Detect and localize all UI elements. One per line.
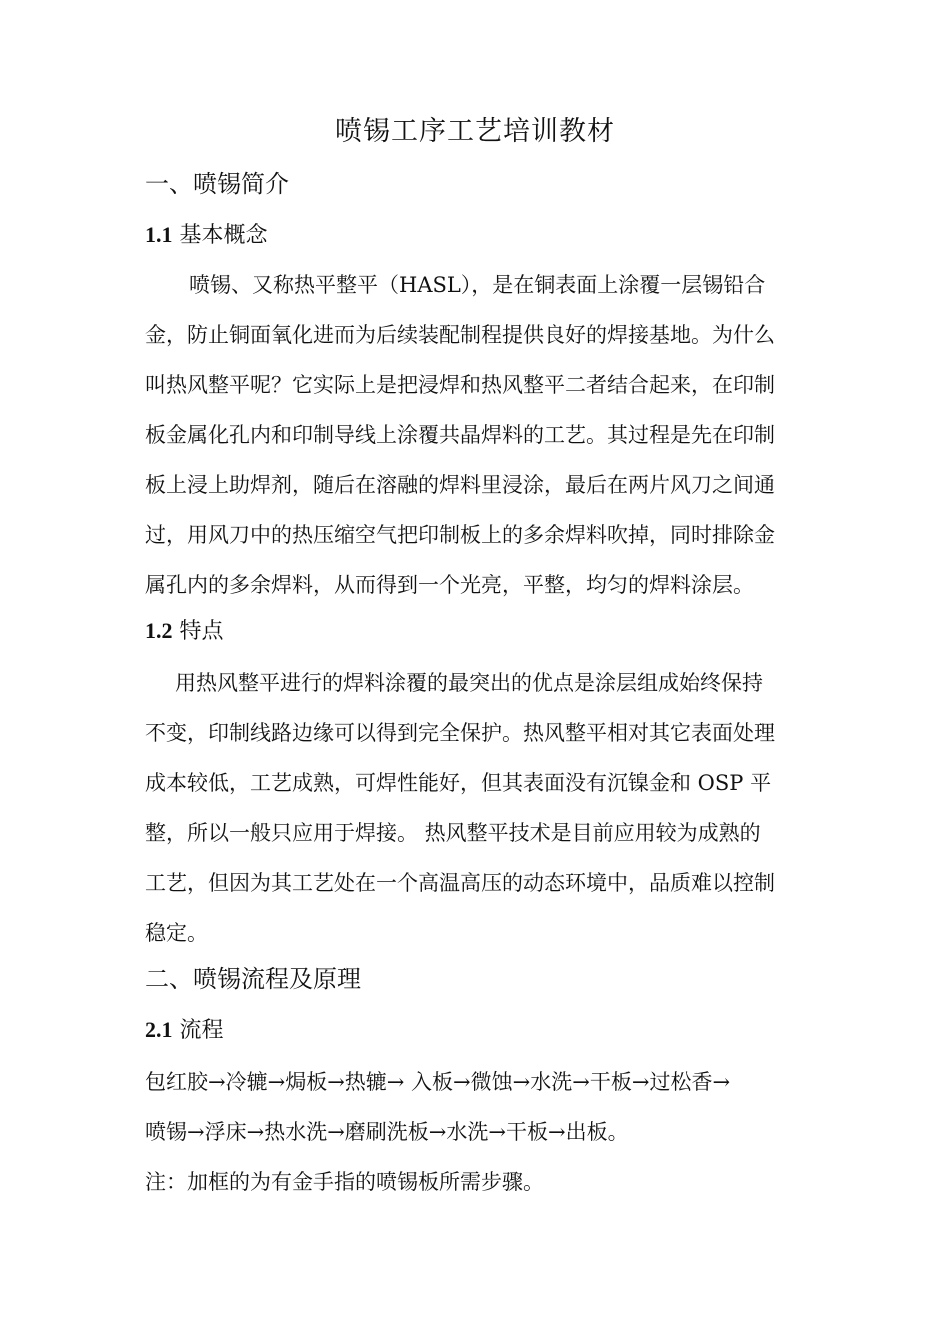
- section-1-heading: 一、喷锡简介: [145, 170, 289, 198]
- paragraph-line: 整，所以一般只应用于焊接。 热风整平技术是目前应用较为成熟的: [145, 821, 761, 845]
- paragraph-line: 稳定。: [145, 921, 208, 945]
- subsection-1-1-heading: [145, 218, 268, 253]
- paragraph-basic-concept: [145, 260, 807, 610]
- subsection-2-1-number: 2.1: [145, 1017, 173, 1042]
- paragraph-line: 属孔内的多余焊料，从而得到一个光亮，平整，均匀的焊料涂层。: [145, 573, 754, 597]
- subsection-1-2-number: 1.2: [145, 618, 173, 643]
- paragraph-line: 板上浸上助焊剂，随后在溶融的焊料里浸涂，最后在两片风刀之间通: [145, 473, 775, 497]
- subsection-1-1-number: 1.1: [145, 222, 173, 247]
- paragraph-line: 不变，印制线路边缘可以得到完全保护。热风整平相对其它表面处理: [145, 721, 775, 745]
- paragraph-line: 包红胶→冷辘→焗板→热辘→ 入板→微蚀→水洗→干板→过松香→: [145, 1070, 731, 1094]
- paragraph-line: 工艺，但因为其工艺处在一个高温高压的动态环境中，品质难以控制: [145, 871, 775, 895]
- paragraph-process-flow: [145, 1057, 807, 1207]
- paragraph-line: 喷锡、又称热平整平（HASL），是在铜表面上涂覆一层锡铅合: [189, 273, 766, 297]
- paragraph-features: [145, 658, 807, 958]
- subsection-1-2-label: 特点: [179, 619, 224, 644]
- paragraph-line: 用热风整平进行的焊料涂覆的最突出的优点是涂层组成始终保持: [175, 671, 763, 695]
- subsection-1-2-heading: [145, 614, 224, 649]
- subsection-2-1-heading: [145, 1013, 224, 1048]
- section-2-heading: 二、喷锡流程及原理: [145, 965, 361, 993]
- subsection-2-1-label: 流程: [179, 1018, 224, 1043]
- paragraph-line: 叫热风整平呢？它实际上是把浸焊和热风整平二者结合起来，在印制: [145, 373, 775, 397]
- paragraph-line: 喷锡→浮床→热水洗→磨刷洗板→水洗→干板→出板。: [145, 1120, 629, 1144]
- paragraph-line: 板金属化孔内和印制导线上涂覆共晶焊料的工艺。其过程是先在印制: [145, 423, 775, 447]
- note-line: 注：加框的为有金手指的喷锡板所需步骤。: [145, 1170, 544, 1194]
- paragraph-line: 过，用风刀中的热压缩空气把印制板上的多余焊料吹掉，同时排除金: [145, 523, 775, 547]
- paragraph-line: 成本较低，工艺成熟，可焊性能好，但其表面没有沉镍金和 OSP 平: [145, 771, 772, 795]
- paragraph-line: 金，防止铜面氧化进而为后续装配制程提供良好的焊接基地。为什么: [145, 323, 775, 347]
- document-title: 喷锡工序工艺培训教材: [335, 116, 615, 147]
- subsection-1-1-label: 基本概念: [179, 223, 268, 248]
